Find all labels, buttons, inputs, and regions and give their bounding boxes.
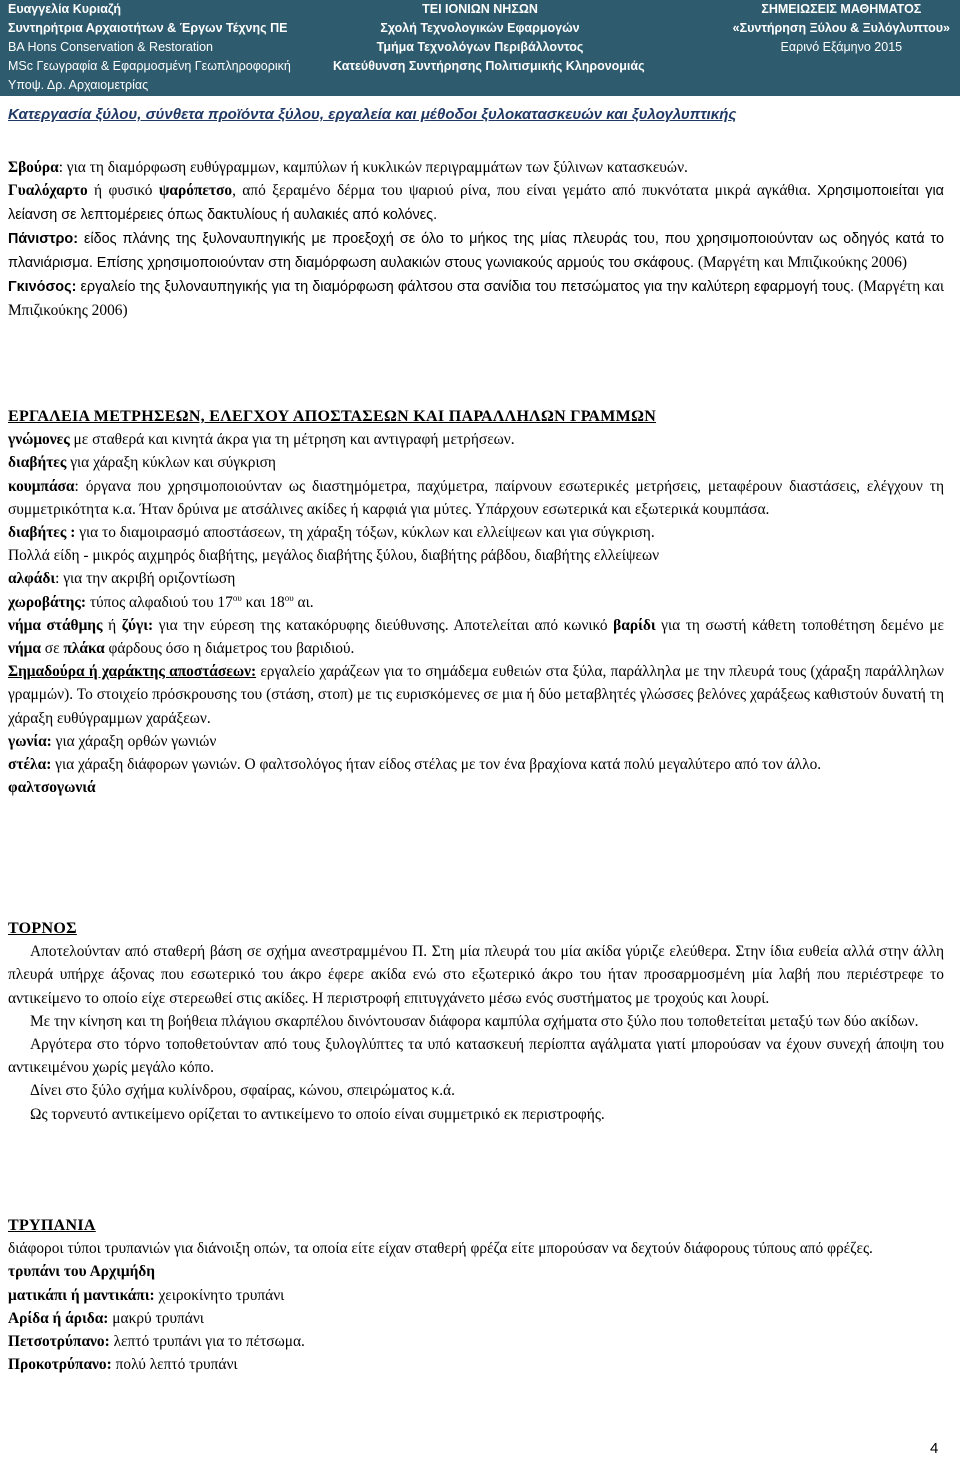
term-koumpasa: κουμπάσα <box>8 477 75 495</box>
text-gkinosos: εργαλείο της ξυλοναυπηγικής για τη διαμόρφωση φάλτσου στα σανίδια του πετσώματος για την καλύτερη εφαρμογή τους. <box>76 279 855 296</box>
text-gyalocharto-usage: Χρησιμοποιείται για λείανση σε λεπτομέρειες όπως δακτυλίους ή αυλακιές από κολόνες. <box>8 183 944 224</box>
text-gonia: για χάραξη ορθών γωνιών <box>51 732 217 750</box>
paragraph-chorovatis <box>8 591 944 614</box>
term-panistro: Πάνιστρο: <box>8 230 78 247</box>
drills-intro: διάφοροι τύποι τρυπανιών για διάνοιξη οπών, τα οποία είτε είχαν σταθερή φρέζα είτε μπορούσαν να δεχτούν διάφορους τύπους από φρέζες. <box>8 1240 873 1258</box>
header-author-name: Ευαγγελία Κυριαζή <box>8 2 122 16</box>
term-arida: Αρίδα ή άριδα: <box>8 1309 109 1327</box>
term-zygi: ζύγι: <box>121 616 154 634</box>
term-chorovatis: χωροβάτης: <box>8 593 86 611</box>
text-prokotrypano: πολύ λεπτό τρυπάνι <box>111 1356 238 1374</box>
term-svoura: Σβούρα <box>8 159 59 176</box>
paragraph-faltsogonia <box>8 776 944 799</box>
term-simadoura: Σημαδούρα ή χαράκτης αποστάσεων: <box>8 663 257 681</box>
header-course-title: «Συντήρηση Ξύλου & Ξυλόγλυπτου» <box>732 21 950 35</box>
paragraph-svoura <box>8 156 944 179</box>
header-course-block <box>733 0 950 57</box>
citation-gkinosos: (Μαργέτη και Μπιζικούκης 2006) <box>8 278 944 320</box>
term-gnomones: γνώμονες <box>8 431 70 449</box>
page-header <box>0 0 960 96</box>
term-alfadi: αλφάδι <box>8 570 56 588</box>
drills-heading: ΤΡΥΠΑΝΙΑ <box>8 1217 96 1234</box>
term-prokotrypano: Προκοτρύπανο: <box>8 1356 112 1374</box>
measuring-tools-section <box>8 405 944 799</box>
term-archimidis: τρυπάνι του Αρχιμήδη <box>8 1263 156 1281</box>
header-school: Σχολή Τεχνολογικών Εφαρμογών <box>380 21 580 35</box>
text-gyalocharto: , από ξεραμένο δέρμα του ψαριού ρίνα, που είναι γεμάτο από πυκνότατα μικρά αγκάθια. <box>232 182 811 200</box>
text-petsotrypano: λεπτό τρυπάνι για το πέτσωμα. <box>109 1333 305 1351</box>
term-varidi: βαρίδι <box>613 616 656 634</box>
header-author-block <box>8 0 291 95</box>
text-arida: μακρύ τρυπάνι <box>108 1309 204 1327</box>
paragraph-archimidis <box>8 1260 944 1283</box>
text-chorovatis: τύπος αλφαδιού του 17 <box>86 593 233 611</box>
text-chorovatis-end: αι. <box>293 593 314 611</box>
text-nima: για την εύρεση της κατακόρυφης διεύθυνσης. Αποτελείται από κωνικό <box>153 616 614 634</box>
text-matikapi: χειροκίνητο τρυπάνι <box>154 1286 285 1304</box>
superscript-ou-1: ου <box>232 592 242 603</box>
document-title: Κατεργασία ξύλου, σύνθετα προϊόντα ξύλου, εργαλεία και μέθοδοι ξυλοκατασκευών και ξυλογλυπτικής <box>8 106 737 123</box>
paragraph-nima <box>8 614 944 660</box>
citation-panistro: (Μαργέτη και Μπιζικούκης 2006) <box>694 253 908 271</box>
measuring-tools-heading: ΕΡΓΑΛΕΙΑ ΜΕΤΡΗΣΕΩΝ, ΕΛΕΓΧΟΥ ΑΠΟΣΤΑΣΕΩΝ ΚΑΙ ΠΑΡΑΛΛΗΛΩΝ ΓΡΑΜΜΩΝ <box>8 408 657 425</box>
paragraph-petsotrypano <box>8 1330 944 1353</box>
text-stela: για χάραξη διάφορων γωνιών. Ο φαλτσολόγος ήταν είδος στέλας με τον ένα βραχίονα κατά πολύ μεγαλύτερο από τον άλλο. <box>51 756 822 774</box>
term-gonia: γωνία: <box>8 732 52 750</box>
paragraph-stela <box>8 753 944 776</box>
term-nima-word: νήμα <box>8 640 41 658</box>
paragraph-matikapi <box>8 1284 944 1307</box>
term-nima: νήμα στάθμης <box>8 616 103 634</box>
text-gnomones: με σταθερά και κινητά άκρα για τη μέτρηση και αντιγραφή μετρήσεων. <box>69 431 515 449</box>
text-gyalocharto-mid: ή φυσικό <box>87 182 159 200</box>
term-plaka: πλάκα <box>63 640 105 658</box>
lathe-section <box>8 917 944 1126</box>
paragraph-compass-kinds: Πολλά είδη - μικρός αιχμηρός διαβήτης, μεγάλος διαβήτης ξύλου, διαβήτης ράβδου, διαβήτης ελλείψεων <box>8 547 660 565</box>
text-svoura: : για τη διαμόρφωση ευθύγραμμων, καμπύλων ή κυκλικών περιγραμμάτων των ξύλινων κατασκευών. <box>58 159 688 176</box>
paragraph-panistro <box>8 228 944 275</box>
term-psaropetso: ψαρόπετσο <box>158 182 233 200</box>
header-author-phd: Υποψ. Δρ. Αρχαιομετρίας <box>8 78 149 92</box>
term-gyalocharto: Γυαλόχαρτο <box>8 182 88 200</box>
paragraph-prokotrypano <box>8 1353 944 1376</box>
intro-section <box>8 156 944 322</box>
header-specialization: Κατεύθυνση Συντήρησης Πολιτισμικής Κληρονομιάς <box>333 59 645 73</box>
text-koumpasa: : όργανα που χρησιμοποιούνταν ως διαστημόμετρα, παχύμετρα, παίρνουν εσωτερικές μετρήσεις, μεταφέρουν διαστάσεις, ελέγχουν τη συμμετρικότητα κ.α. Ήταν δρύινα με ατσάλινες ακίδες ή καρφιά για μύτες. Υπάρχουν εσωτερικά και εξωτερικά κουμπάσα. <box>8 477 944 518</box>
lathe-heading: ΤΟΡΝΟΣ <box>8 920 77 937</box>
lathe-paragraph-1: Αποτελούνταν από σταθερή βάση σε σχήμα ανεστραμμένου Π. Στη μία πλευρά του μία ακίδα γύριζε ελεύθερα. Στην ίδια ευθεία αλλά στην άλλη πλευρά υπήρχε άξονας που εσωτερικό του άκρο έφερε ακίδα ενώ στο εξωτερικό άκρο του ήταν προσαρμοσμένη μία λαβή που περιέστρεφε το αντικείμενο το οποίο είχε στερεωθεί στις ακίδες. Η περιστροφή επιτυγχάνετο μέσω ενός συστήματος με τροχούς και λουρί. <box>8 943 944 1007</box>
term-gkinosos: Γκινόσος: <box>8 279 77 296</box>
paragraph-alfadi <box>8 567 944 590</box>
text-se: σε <box>40 640 64 658</box>
header-institution-block <box>333 0 645 76</box>
header-institution: ΤΕΙ ΙΟΝΙΩΝ ΝΗΣΩΝ <box>422 2 538 16</box>
paragraph-gyalocharto <box>8 179 944 227</box>
paragraph-diavites-1 <box>8 451 944 474</box>
lathe-paragraph-2: Με την κίνηση και τη βοήθεια πλάγιου σκαρπέλου δινόντουσαν διάφορα καμπύλα σχήματα στο ξύλο που τοποθετείται μεταξύ των δύο ακίδων. <box>30 1012 919 1030</box>
header-author-degree: BA Hons Conservation & Restoration <box>8 40 213 54</box>
text-diavites-1: για χάραξη κύκλων και σύγκριση <box>66 454 276 472</box>
lathe-paragraph-3: Αργότερα στο τόρνο τοποθετούνταν από τους ξυλογλύπτες τα υπό κατασκευή περίοπτα αγάλματα γιατί μπορούσαν να έχουν συνεχή άποψη του αντικειμένου χωρίς μεγάλο κόπο. <box>8 1036 944 1077</box>
text-panistro-2: Επίσης χρησιμοποιούνταν στη διαμόρφωση αυλακιών στους γωνιακούς αρμούς του σκάφους. <box>92 254 695 271</box>
text-nima-3: φάρδους όσο η διάμετρος του βαριδιού. <box>104 640 355 658</box>
paragraph-diavites-2 <box>8 521 944 544</box>
term-stela: στέλα: <box>8 756 52 774</box>
lathe-paragraph-4: Δίνει στο ξύλο σχήμα κυλίνδρου, σφαίρας, κώνου, σπειρώματος κ.ά. <box>30 1082 455 1100</box>
text-nima-2: για τη σωστή κάθετη τοποθέτηση δεμένο με <box>655 616 944 634</box>
term-petsotrypano: Πετσοτρύπανο: <box>8 1333 110 1351</box>
header-author-msc: MSc Γεωγραφία & Εφαρμοσμένη Γεωπληροφορική <box>8 59 291 73</box>
paragraph-arida <box>8 1307 944 1330</box>
header-author-role: Συντηρήτρια Αρχαιοτήτων & Έργων Τέχνης ΠΕ <box>8 21 288 35</box>
term-faltsogonia: φαλτσογωνιά <box>8 779 96 797</box>
text-nima-or: ή <box>102 616 122 634</box>
term-matikapi: ματικάπι ή μαντικάπι: <box>8 1286 155 1304</box>
drills-section <box>8 1214 944 1376</box>
header-notes-label: ΣΗΜΕΙΩΣΕΙΣ ΜΑΘΗΜΑΤΟΣ <box>761 2 922 16</box>
superscript-ou-2: ου <box>284 592 294 603</box>
paragraph-gkinosos <box>8 275 944 322</box>
term-diavites-1: διαβήτες <box>8 454 67 472</box>
header-semester: Εαρινό Εξάμηνο 2015 <box>780 40 903 54</box>
text-chorovatis-and: και 18 <box>241 593 285 611</box>
text-panistro: είδος πλάνης της ξυλοναυπηγικής με προεξοχή σε όλο το μήκος της μίας πλευράς του, που χρησιμοποιούνταν ως οδηγός κατά το πλανιάρισμα. <box>8 230 944 271</box>
page-number: 4 <box>930 1440 939 1457</box>
paragraph-simadoura <box>8 660 944 730</box>
paragraph-koumpasa <box>8 475 944 521</box>
header-department: Τμήμα Τεχνολόγων Περιβάλλοντος <box>376 40 584 54</box>
text-simadoura: εργαλείο χαράζεων για το σημάδεμα ευθειών στα ξύλα, παράλληλα με την πλευρά τους (χάραξη παράλληλων γραμμών). Το στοιχείο πρόσκρουσης του (στάση, στοπ) με τις ευρισκόμενες σε μια ή δύο μεταβλητές γλώσσες βελόνες χαράξεως καθιστούν δυνατή τη χάραξη ευθύγραμμων χαράξεων. <box>8 663 944 727</box>
text-diavites-2: για το διαμοιρασμό αποστάσεων, τη χάραξη τόξων, κύκλων και ελλείψεων και για σύγκριση. <box>75 524 655 542</box>
paragraph-gnomones <box>8 428 944 451</box>
term-diavites-2: διαβήτες : <box>8 524 76 542</box>
lathe-paragraph-5: Ως τορνευτό αντικείμενο ορίζεται το αντικείμενο το οποίο είναι συμμετρικό εκ περιστροφής. <box>30 1105 605 1123</box>
text-alfadi: : για την ακριβή οριζοντίωση <box>55 570 236 588</box>
paragraph-gonia <box>8 730 944 753</box>
